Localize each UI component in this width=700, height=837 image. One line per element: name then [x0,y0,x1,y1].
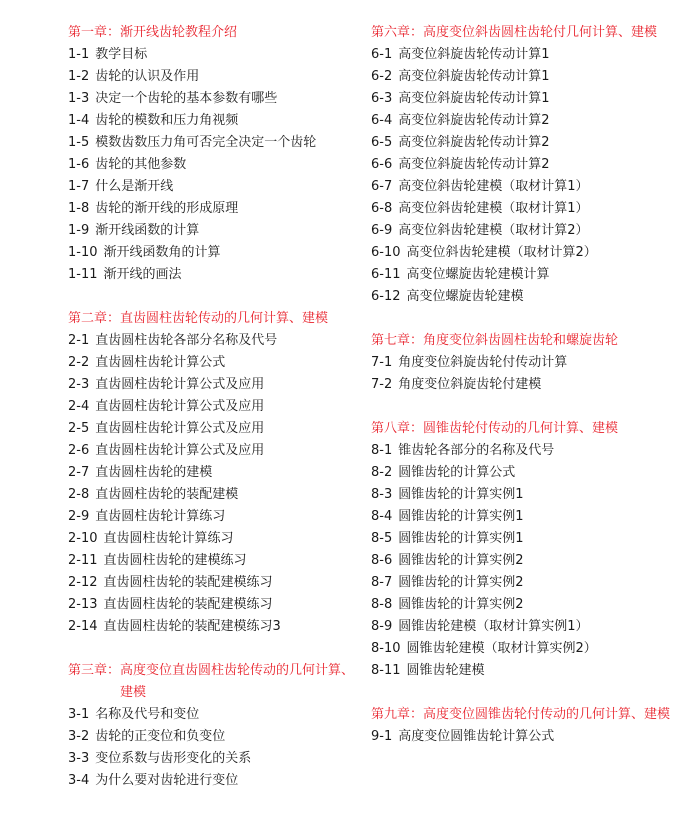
lesson-title: 圆锥齿轮的计算实例2 [398,553,524,568]
lesson-title: 直齿圆柱齿轮各部分名称及代号 [95,333,278,348]
lesson-number: 1-5 [68,135,90,150]
chapter-number: 第九章： [371,707,424,722]
lesson-title: 圆锥齿轮的计算实例1 [398,531,524,546]
lesson-title: 直齿圆柱齿轮计算练习 [95,509,226,524]
lesson-number: 8-3 [371,487,393,502]
lesson-item [68,594,358,616]
lesson-title: 直齿圆柱齿轮的装配建模练习 [103,597,273,612]
lesson-title: 什么是渐开线 [95,179,174,194]
lesson-item [371,374,671,396]
lesson-number: 8-10 [371,641,401,656]
lesson-number: 1-1 [68,47,90,62]
lesson-number: 6-6 [371,157,393,172]
lesson-title: 锥齿轮各部分的名称及代号 [398,443,555,458]
lesson-number: 8-9 [371,619,393,634]
lesson-number: 8-4 [371,509,393,524]
chapter-title [371,704,671,726]
lesson-number: 7-2 [371,377,393,392]
lesson-title: 圆锥齿轮的计算实例2 [398,575,524,590]
lesson-number: 2-5 [68,421,90,436]
lesson-number: 2-11 [68,553,98,568]
lesson-number: 6-1 [371,47,393,62]
lesson-title: 高变位斜旋齿轮传动计算2 [398,135,550,150]
lesson-number: 8-2 [371,465,393,480]
lesson-number: 6-12 [371,289,401,304]
lesson-item [68,440,358,462]
lesson-title: 为什么要对齿轮进行变位 [95,773,239,788]
chapter-name: 高度变位直齿圆柱齿轮传动的几何计算、建模 [120,663,355,700]
chapter-number: 第六章： [371,25,424,40]
chapter-section [371,418,671,682]
lesson-title: 决定一个齿轮的基本参数有哪些 [95,91,278,106]
lesson-item [68,396,358,418]
lesson-number: 1-9 [68,223,90,238]
chapter-section [68,308,358,638]
lesson-number: 6-11 [371,267,401,282]
lesson-number: 2-9 [68,509,90,524]
lesson-item [371,660,671,682]
lesson-number: 6-8 [371,201,393,216]
lesson-title: 直齿圆柱齿轮计算公式及应用 [95,377,265,392]
lesson-title: 圆锥齿轮的计算公式 [398,465,516,480]
chapter-section [68,660,358,792]
chapter-number: 第八章： [371,421,424,436]
lesson-title: 直齿圆柱齿轮的装配建模 [95,487,239,502]
lesson-number: 8-5 [371,531,393,546]
lesson-item [371,286,671,308]
lesson-title: 高变位斜齿轮建模（取材计算1） [398,201,589,216]
lesson-title: 圆锥齿轮建模（取材计算实例2） [406,641,597,656]
lesson-item [68,110,358,132]
lesson-number: 1-11 [68,267,98,282]
chapter-number: 第二章： [68,311,121,326]
lesson-number: 2-1 [68,333,90,348]
lesson-number: 8-1 [371,443,393,458]
lesson-number: 3-4 [68,773,90,788]
lesson-title: 高变位螺旋齿轮建模计算 [406,267,550,282]
lesson-number: 1-6 [68,157,90,172]
lesson-number: 8-6 [371,553,393,568]
lesson-item [371,66,671,88]
lesson-title: 角度变位斜旋齿轮付建模 [398,377,542,392]
lesson-number: 2-12 [68,575,98,590]
lesson-number: 1-7 [68,179,90,194]
lesson-number: 6-10 [371,245,401,260]
lesson-item [68,572,358,594]
lesson-item [68,66,358,88]
lesson-item [68,616,358,638]
lesson-item [68,418,358,440]
right-column [371,22,671,770]
lesson-number: 6-9 [371,223,393,238]
lesson-title: 高变位斜旋齿轮传动计算1 [398,91,550,106]
lesson-item [68,748,358,770]
lesson-title: 直齿圆柱齿轮计算练习 [103,531,234,546]
lesson-title: 齿轮的认识及作用 [95,69,200,84]
lesson-item [371,264,671,286]
lesson-number: 6-5 [371,135,393,150]
lesson-title: 直齿圆柱齿轮计算公式及应用 [95,399,265,414]
chapter-name: 高度变位圆锥齿轮付传动的几何计算、建模 [423,707,671,722]
lesson-title: 名称及代号和变位 [95,707,200,722]
lesson-item [371,484,671,506]
lesson-title: 渐开线函数角的计算 [103,245,221,260]
lesson-title: 圆锥齿轮的计算实例1 [398,487,524,502]
lesson-number: 6-4 [371,113,393,128]
lesson-item [371,352,671,374]
chapter-number: 第一章： [68,25,121,40]
lesson-title: 圆锥齿轮的计算实例2 [398,597,524,612]
lesson-title: 圆锥齿轮的计算实例1 [398,509,524,524]
lesson-item [371,726,671,748]
lesson-item [371,132,671,154]
chapter-name: 渐开线齿轮教程介绍 [120,25,238,40]
lesson-title: 教学目标 [95,47,148,62]
lesson-title: 高变位斜齿轮建模（取材计算1） [398,179,589,194]
lesson-item [68,528,358,550]
lesson-item [371,594,671,616]
chapter-number: 第三章： [68,663,121,678]
lesson-number: 8-11 [371,663,401,678]
lesson-item [371,462,671,484]
lesson-item [68,154,358,176]
lesson-item [371,154,671,176]
lesson-item [371,440,671,462]
lesson-number: 1-2 [68,69,90,84]
lesson-number: 6-2 [371,69,393,84]
lesson-item [68,264,358,286]
lesson-item [68,88,358,110]
lesson-item [371,220,671,242]
chapter-title [371,22,671,44]
lesson-item [371,572,671,594]
chapter-title [68,22,358,44]
lesson-number: 1-8 [68,201,90,216]
chapter-section [68,22,358,286]
chapter-title [68,308,358,330]
lesson-number: 1-3 [68,91,90,106]
left-column [68,22,358,814]
lesson-item [68,352,358,374]
lesson-item [371,88,671,110]
chapter-name: 角度变位斜齿圆柱齿轮和螺旋齿轮 [423,333,619,348]
lesson-item [68,242,358,264]
lesson-item [371,44,671,66]
lesson-title: 直齿圆柱齿轮计算公式及应用 [95,443,265,458]
lesson-number: 3-3 [68,751,90,766]
lesson-item [371,550,671,572]
lesson-item [371,110,671,132]
chapter-number: 第七章： [371,333,424,348]
lesson-title: 高变位斜旋齿轮传动计算1 [398,69,550,84]
lesson-title: 齿轮的其他参数 [95,157,187,172]
chapter-name: 直齿圆柱齿轮传动的几何计算、建模 [120,311,329,326]
lesson-item [68,220,358,242]
lesson-item [68,44,358,66]
lesson-item [371,616,671,638]
chapter-section [371,704,671,748]
lesson-title: 直齿圆柱齿轮计算公式及应用 [95,421,265,436]
lesson-title: 齿轮的正变位和负变位 [95,729,226,744]
lesson-title: 齿轮的模数和压力角视频 [95,113,239,128]
chapter-title [371,330,671,352]
lesson-number: 2-2 [68,355,90,370]
lesson-title: 齿轮的渐开线的形成原理 [95,201,239,216]
lesson-item [371,506,671,528]
lesson-number: 2-14 [68,619,98,634]
lesson-number: 6-7 [371,179,393,194]
lesson-title: 直齿圆柱齿轮的建模练习 [103,553,247,568]
lesson-item [68,330,358,352]
lesson-title: 角度变位斜旋齿轮付传动计算 [398,355,568,370]
lesson-item [68,374,358,396]
lesson-title: 高变位斜旋齿轮传动计算2 [398,157,550,172]
lesson-title: 高变位螺旋齿轮建模 [406,289,524,304]
chapter-name: 圆锥齿轮付传动的几何计算、建模 [423,421,619,436]
lesson-item [371,638,671,660]
lesson-number: 3-2 [68,729,90,744]
lesson-item [371,242,671,264]
lesson-number: 8-8 [371,597,393,612]
lesson-item [68,462,358,484]
lesson-item [371,528,671,550]
lesson-title: 模数齿数压力角可否完全决定一个齿轮 [95,135,317,150]
lesson-item [68,726,358,748]
chapter-section [371,330,671,396]
lesson-title: 直齿圆柱齿轮计算公式 [95,355,226,370]
lesson-number: 9-1 [371,729,393,744]
lesson-number: 2-7 [68,465,90,480]
lesson-item [68,132,358,154]
chapter-title [371,418,671,440]
chapter-title [68,660,358,704]
lesson-item [68,704,358,726]
lesson-title: 直齿圆柱齿轮的建模 [95,465,213,480]
lesson-title: 变位系数与齿形变化的关系 [95,751,252,766]
lesson-item [68,176,358,198]
lesson-number: 2-3 [68,377,90,392]
lesson-title: 高变位斜旋齿轮传动计算1 [398,47,550,62]
lesson-item [68,770,358,792]
lesson-title: 高变位斜旋齿轮传动计算2 [398,113,550,128]
lesson-number: 7-1 [371,355,393,370]
lesson-number: 2-10 [68,531,98,546]
lesson-number: 2-13 [68,597,98,612]
lesson-item [68,550,358,572]
chapter-name: 高度变位斜齿圆柱齿轮付几何计算、建模 [423,25,658,40]
lesson-item [68,484,358,506]
lesson-item [68,198,358,220]
lesson-number: 3-1 [68,707,90,722]
chapter-section [371,22,671,308]
lesson-title: 圆锥齿轮建模（取材计算实例1） [398,619,589,634]
lesson-title: 高度变位圆锥齿轮计算公式 [398,729,555,744]
lesson-item [371,198,671,220]
lesson-number: 8-7 [371,575,393,590]
lesson-title: 渐开线函数的计算 [95,223,200,238]
lesson-number: 2-4 [68,399,90,414]
lesson-item [371,176,671,198]
lesson-title: 直齿圆柱齿轮的装配建模练习3 [103,619,281,634]
lesson-title: 渐开线的画法 [103,267,182,282]
lesson-number: 1-4 [68,113,90,128]
lesson-title: 圆锥齿轮建模 [406,663,485,678]
lesson-item [68,506,358,528]
lesson-title: 高变位斜齿轮建模（取材计算2） [406,245,597,260]
lesson-title: 直齿圆柱齿轮的装配建模练习 [103,575,273,590]
lesson-title: 高变位斜齿轮建模（取材计算2） [398,223,589,238]
lesson-number: 2-6 [68,443,90,458]
lesson-number: 2-8 [68,487,90,502]
lesson-number: 1-10 [68,245,98,260]
lesson-number: 6-3 [371,91,393,106]
